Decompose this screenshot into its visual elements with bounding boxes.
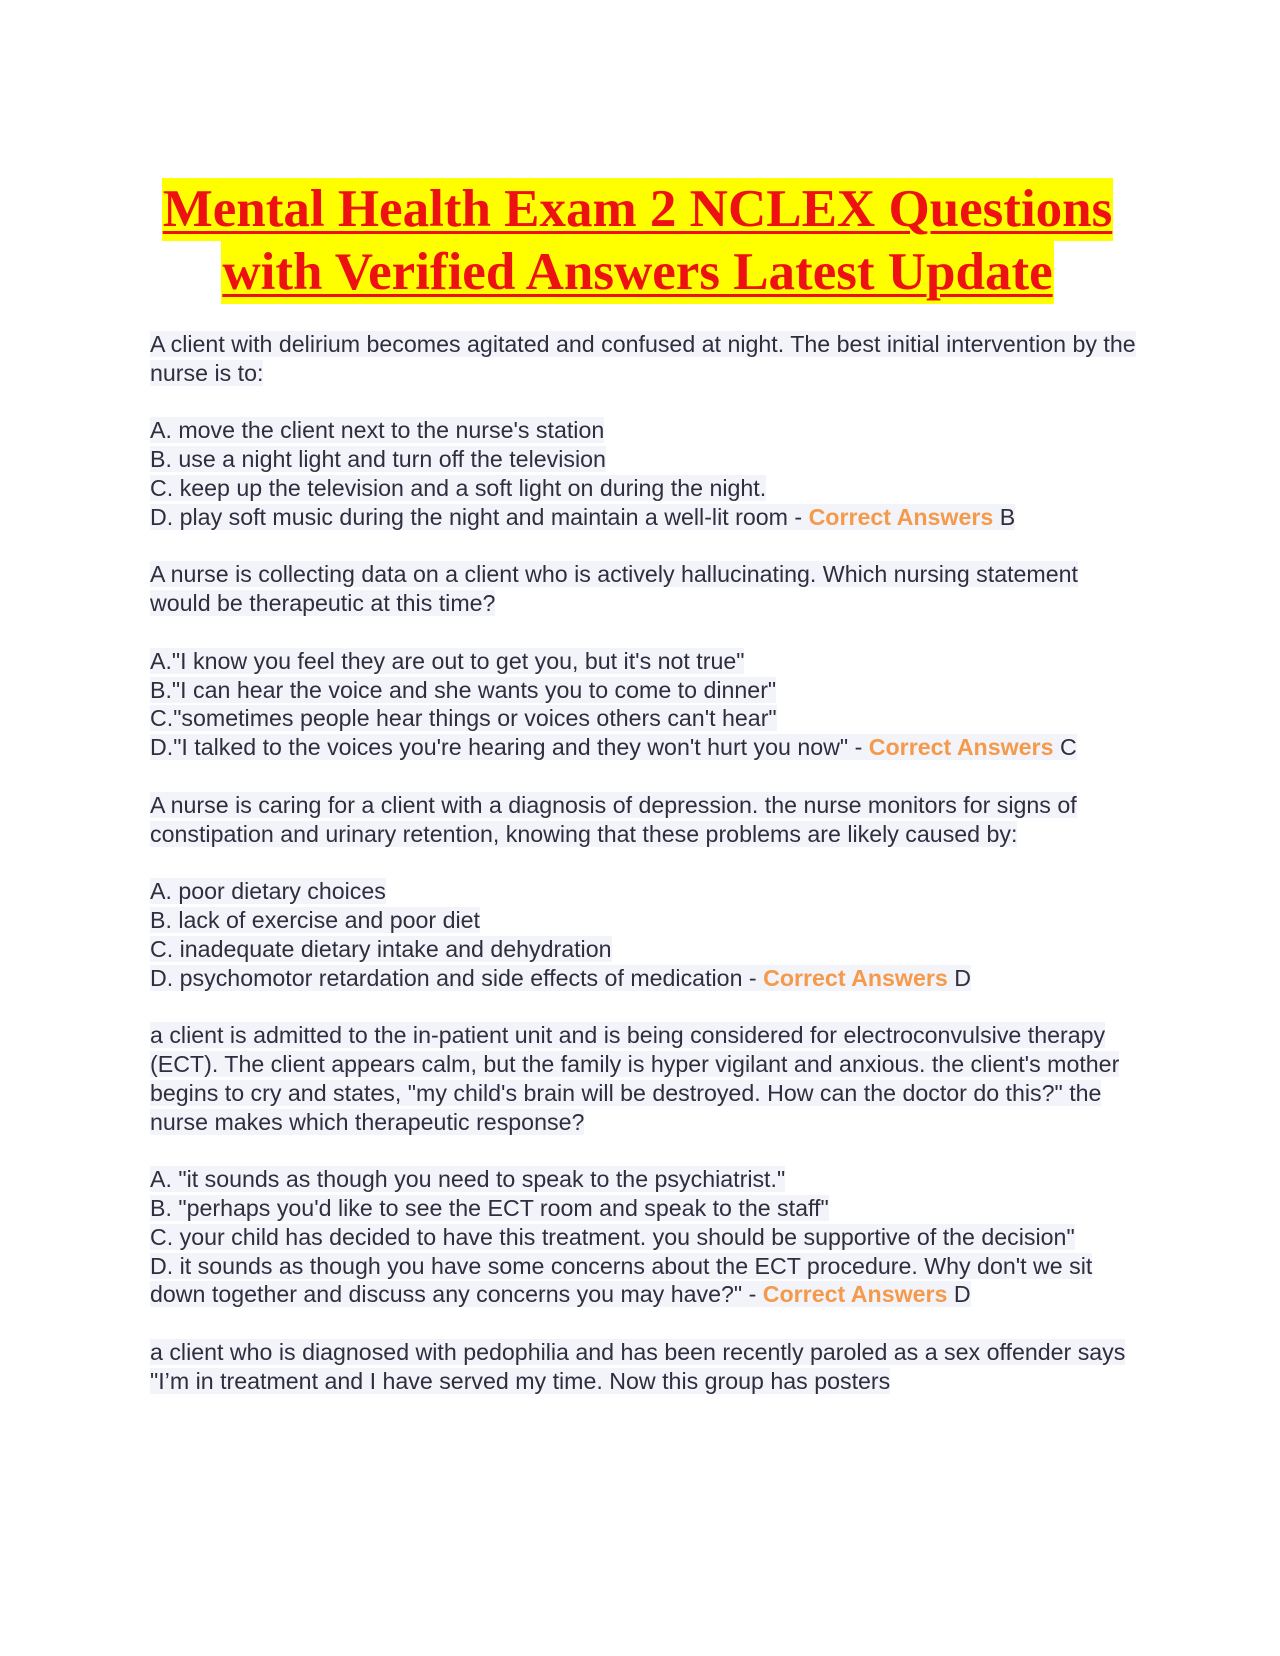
option-a: A. move the client next to the nurse's station bbox=[150, 417, 605, 444]
option-b: B. lack of exercise and poor diet bbox=[150, 906, 480, 933]
option-a: A. poor dietary choices bbox=[150, 878, 386, 905]
question-stem: A client with delirium becomes agitated and confused at night. The best initial intervention by the nurse is to: bbox=[150, 331, 1136, 386]
question-2-stem bbox=[150, 560, 1140, 618]
option-c: C. your child has decided to have this treatment. you should be supportive of the decision" bbox=[150, 1223, 1075, 1250]
document-title bbox=[150, 178, 1125, 304]
question-stem: a client is admitted to the in-patient unit and is being considered for electroconvulsive therapy (ECT). The client appears calm, but the family is hyper vigilant and anxious. the client's mother begins to cry and states, "my child's brain will be destroyed. How can the doctor do this?" the nurse makes which therapeutic response? bbox=[150, 1022, 1120, 1135]
question-5-stem bbox=[150, 1338, 1140, 1396]
document-body bbox=[150, 330, 1140, 1424]
title-line-2: with Verified Answers Latest Update bbox=[221, 241, 1053, 304]
question-2-options bbox=[150, 647, 1140, 762]
answer-value: B bbox=[999, 503, 1016, 530]
correct-answers-label: Correct Answers bbox=[868, 734, 1054, 761]
option-c: C. keep up the television and a soft light on during the night. bbox=[150, 474, 767, 501]
question-3-stem bbox=[150, 791, 1140, 849]
option-b: B."I can hear the voice and she wants you to come to dinner" bbox=[150, 676, 777, 703]
answer-value: D bbox=[954, 964, 971, 991]
correct-answers-label: Correct Answers bbox=[808, 503, 994, 530]
question-3-options bbox=[150, 877, 1140, 992]
correct-answers-label: Correct Answers bbox=[763, 964, 948, 991]
option-d: D. psychomotor retardation and side effects of medication - Correct Answers D bbox=[150, 964, 971, 991]
question-1-stem bbox=[150, 330, 1140, 388]
question-1-options bbox=[150, 416, 1140, 531]
option-d: D. play soft music during the night and maintain a well-lit room - Correct Answers B bbox=[150, 503, 1016, 530]
option-a: A. "it sounds as though you need to speak to the psychiatrist." bbox=[150, 1166, 786, 1193]
option-c: C."sometimes people hear things or voices others can't hear" bbox=[150, 705, 777, 732]
question-stem: a client who is diagnosed with pedophilia and has been recently paroled as a sex offender says "I’m in treatment and I have served my time. Now this group has posters bbox=[150, 1338, 1126, 1394]
title-line-1: Mental Health Exam 2 NCLEX Questions bbox=[162, 178, 1114, 241]
option-a: A."I know you feel they are out to get you, but it's not true" bbox=[150, 647, 745, 674]
answer-value: D bbox=[953, 1281, 971, 1308]
option-b: B. use a night light and turn off the television bbox=[150, 446, 606, 473]
option-d: D."I talked to the voices you're hearing and they won't hurt you now" - Correct Answers C bbox=[150, 734, 1077, 761]
question-4-stem bbox=[150, 1021, 1140, 1136]
option-c: C. inadequate dietary intake and dehydration bbox=[150, 935, 612, 962]
question-4-options bbox=[150, 1165, 1140, 1309]
option-b: B. "perhaps you'd like to see the ECT room and speak to the staff" bbox=[150, 1194, 829, 1221]
question-stem: A nurse is collecting data on a client who is actively hallucinating. Which nursing statement would be therapeutic at this time? bbox=[150, 561, 1078, 617]
option-d: D. it sounds as though you have some concerns about the ECT procedure. Why don't we sit down together and discuss any concerns you may have?" - Correct Answers D bbox=[150, 1252, 1093, 1308]
correct-answers-label: Correct Answers bbox=[762, 1281, 948, 1308]
answer-value: C bbox=[1059, 734, 1077, 761]
question-stem: A nurse is caring for a client with a diagnosis of depression. the nurse monitors for signs of constipation and urinary retention, knowing that these problems are likely caused by: bbox=[150, 791, 1077, 847]
